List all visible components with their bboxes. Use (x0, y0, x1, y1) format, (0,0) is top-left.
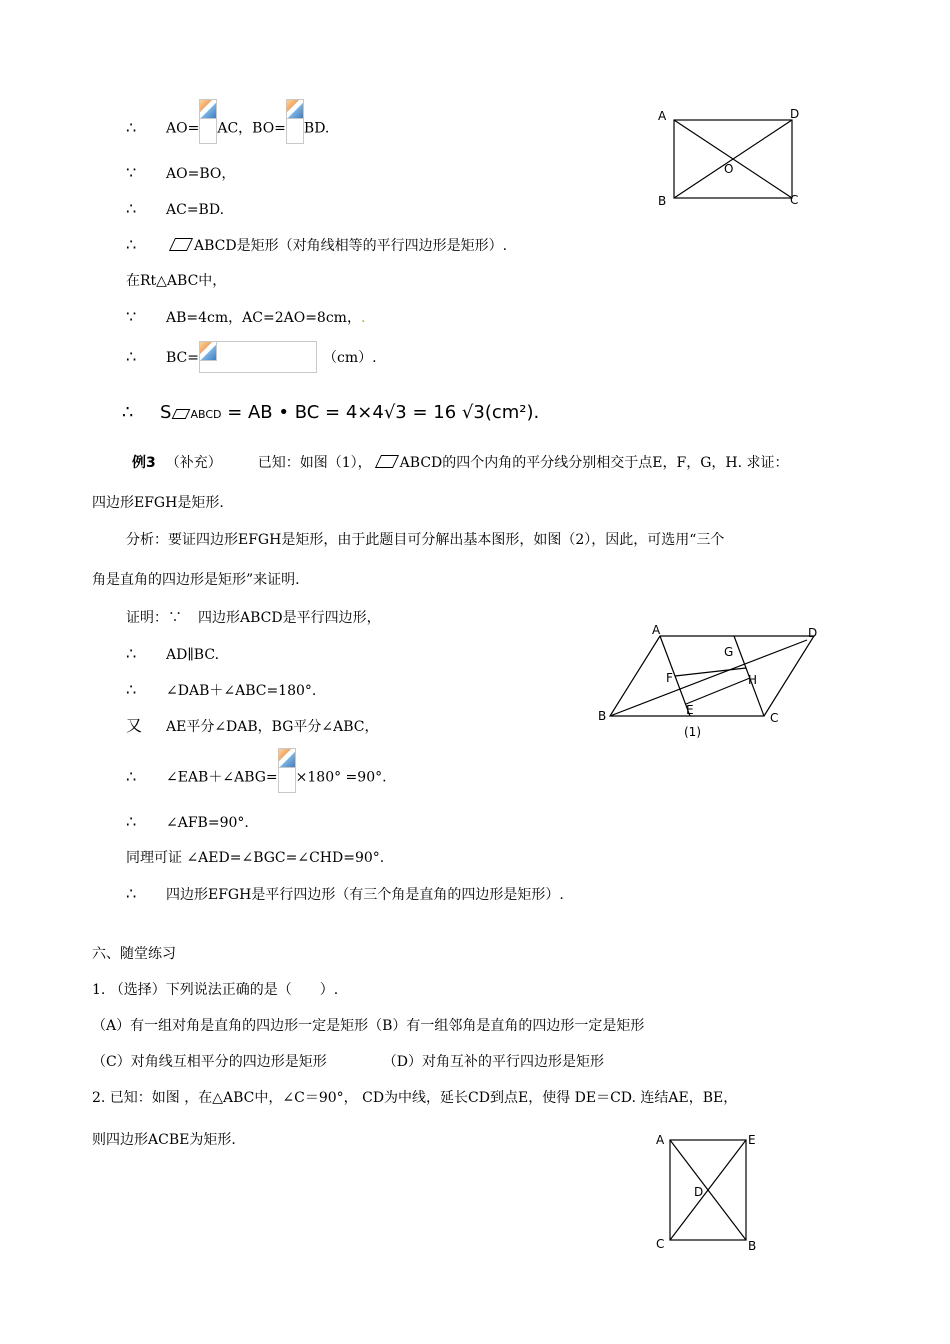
question-option: （C）对角线互相平分的四边形是矩形 （D）对角互补的平行四边形是矩形 (92, 1054, 604, 1070)
label-d: D (790, 107, 800, 121)
proof-line: ∴ ABCD是矩形（对角线相等的平行四边形是矩形）. (126, 235, 508, 254)
label-o: O (724, 162, 734, 176)
proof-line: ∵ AB=4cm，AC=2AO=8cm，. (126, 307, 366, 326)
label-c: C (790, 193, 799, 207)
proof-line: ∵ AO=BO， (126, 163, 236, 182)
label-a: A (658, 109, 667, 123)
proof-line: ∴ 四边形EFGH是平行四边形（有三个角是直角的四边形是矩形）. (126, 884, 564, 903)
question-text: 2. 已知：如图 ，在△ABC中，∠C＝90°， CD为中线，延长CD到点E，使得 DE＝CD. 连结AE，BE， (92, 1090, 738, 1106)
proof-line: 证明：∵ 四边形ABCD是平行四边形， (126, 610, 381, 626)
figure-caption: (1) (684, 725, 701, 739)
parallelogram-icon (172, 409, 191, 419)
label-c: C (770, 711, 779, 725)
label-h: H (748, 673, 758, 687)
parallelogram-figure (592, 620, 832, 742)
label-a: A (656, 1133, 665, 1147)
proof-line: ∴ ∠DAB＋∠ABC=180°. (126, 680, 317, 699)
proof-line: ∴ AD∥BC. (126, 644, 220, 663)
proof-line: 同理可证 ∠AED=∠BGC=∠CHD=90°. (126, 850, 385, 866)
proof-line: ∴ BC= （cm）. (126, 345, 377, 371)
label-e: E (686, 703, 694, 717)
area-formula: ∴ S ABCD = AB • BC = 4×4√3 = 16 √3(cm²). (122, 402, 540, 423)
label-b: B (598, 709, 607, 723)
fraction-image-icon (278, 748, 296, 793)
rectangle-acbe-figure (650, 1128, 770, 1256)
parallelogram-icon (375, 455, 399, 468)
example-text: 四边形EFGH是矩形. (92, 495, 224, 511)
fraction-image-icon (199, 99, 217, 144)
question-text: 则四边形ACBE为矩形. (92, 1132, 236, 1148)
label-e: E (748, 1133, 756, 1147)
analysis-text: 分析：要证四边形EFGH是矩形，由于此题目可分解出基本图形，如图（2），因此，可选用“三个 (126, 532, 725, 548)
proof-line: 又 AE平分∠DAB，BG平分∠ABC， (126, 716, 379, 735)
fraction-image-icon (286, 99, 304, 144)
question-option: （A）有一组对角是直角的四边形一定是矩形（B）有一组邻角是直角的四边形一定是矩形 (92, 1018, 645, 1034)
question-text: 1. （选择）下列说法正确的是（ ）. (92, 982, 339, 998)
proof-line: ∴ AC=BD. (126, 199, 225, 218)
label-f: F (666, 671, 673, 685)
label-c: C (656, 1237, 665, 1251)
proof-line: ∴ AO= AC，BO= BD. (126, 113, 329, 144)
label-g: G (724, 645, 734, 659)
example-heading: 例3 （补充） 已知：如图（1）， ABCD的四个内角的平分线分别相交于点E，F，G，H. 求证： (132, 455, 789, 471)
section-heading: 六、随堂练习 (92, 946, 176, 962)
proof-line: ∴ ∠AFB=90°. (126, 812, 249, 831)
rectangle-figure (650, 100, 810, 215)
proof-line: 在Rt△ABC中， (126, 273, 227, 289)
sqrt-image-icon (199, 341, 317, 371)
label-d: D (808, 626, 818, 640)
proof-line: ∴ ∠EAB＋∠ABG= ×180° =90°. (126, 762, 387, 793)
parallelogram-icon (169, 238, 193, 251)
label-b: B (748, 1239, 757, 1253)
label-a: A (652, 623, 661, 637)
label-b: B (658, 194, 667, 208)
label-d: D (694, 1185, 704, 1199)
analysis-text: 角是直角的四边形是矩形”来证明. (92, 572, 300, 588)
